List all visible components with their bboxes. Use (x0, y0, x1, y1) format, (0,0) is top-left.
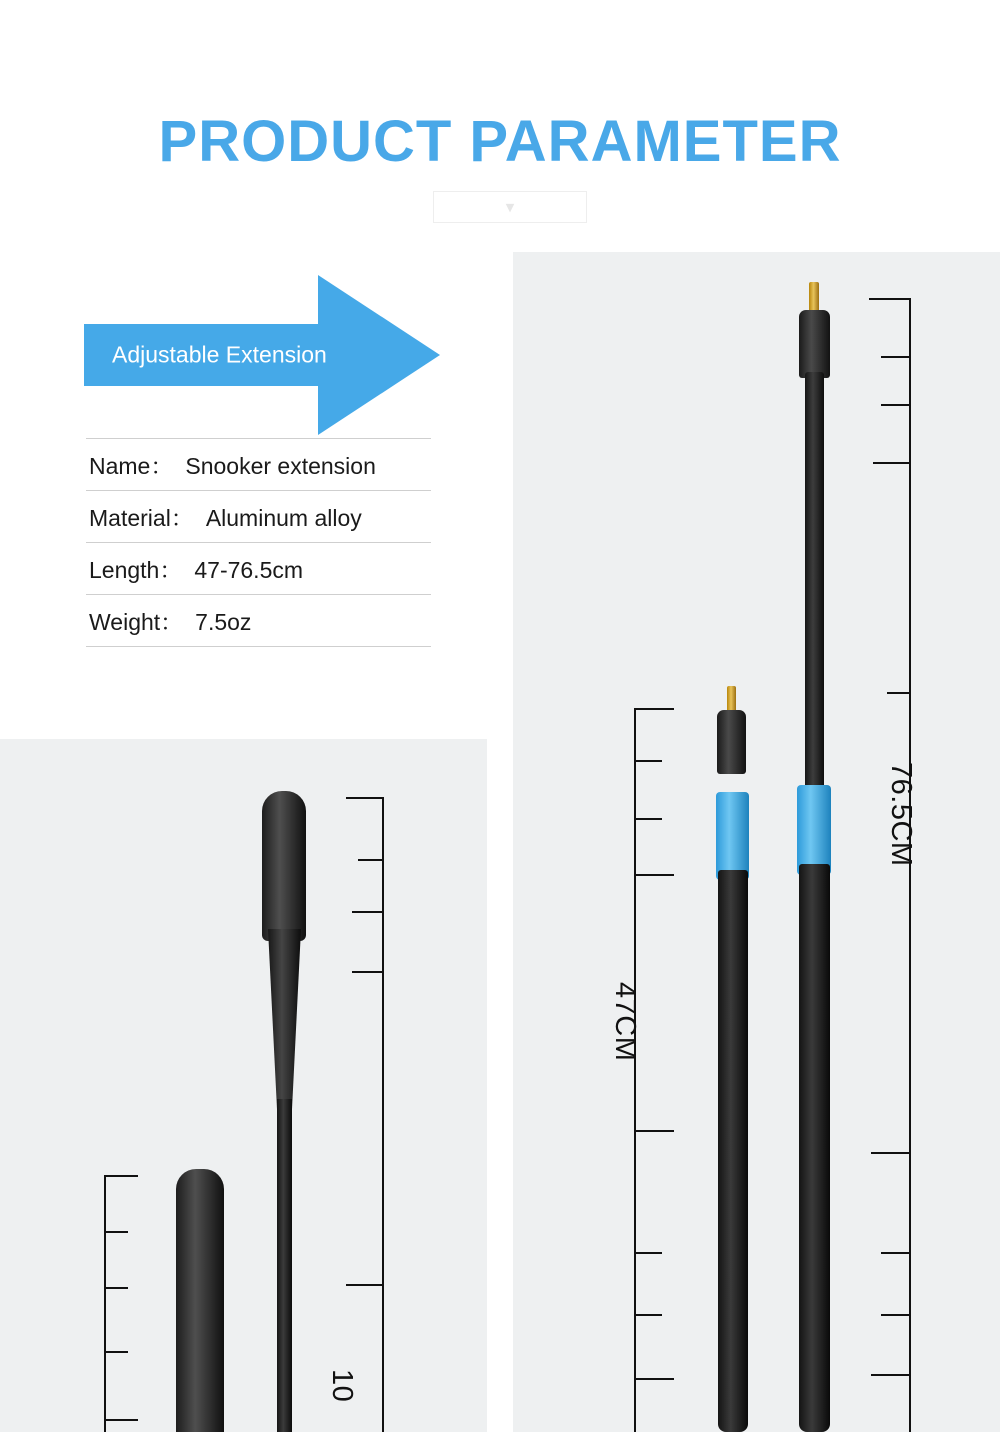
ruler-tick (881, 356, 911, 358)
ruler-tick (871, 1152, 911, 1154)
ruler-spine (382, 797, 384, 1432)
title-divider (433, 191, 587, 223)
ruler-tick (104, 1287, 128, 1289)
product-photo-detail (0, 739, 487, 1432)
ruler-tick (887, 692, 911, 694)
spec-row (86, 595, 431, 647)
ruler-tick (352, 971, 384, 973)
ruler-tick (873, 462, 911, 464)
ruler-tick (634, 1378, 674, 1380)
spec-key: Weight： (89, 609, 184, 635)
spec-row (86, 543, 431, 595)
cue-body (718, 870, 748, 1432)
cue-joint-collar (717, 710, 746, 774)
cue-shaft (277, 1099, 292, 1432)
ruler-tick (871, 1374, 911, 1376)
cue-butt-second (176, 1169, 224, 1432)
dimension-label-retracted: 47CM (609, 982, 641, 1062)
ruler-tick (104, 1419, 138, 1421)
chevron-down-icon: ▾ (505, 197, 515, 217)
ruler-tick (104, 1175, 138, 1177)
cue-blue-grip (716, 792, 749, 880)
spec-value: Snooker extension (185, 453, 376, 479)
spec-value: 7.5oz (195, 609, 252, 635)
spec-value: 47-76.5cm (194, 557, 304, 583)
ruler-tick (634, 1252, 662, 1254)
ruler-tick (869, 298, 911, 300)
cue-taper (268, 929, 301, 1114)
ruler-tick (881, 1314, 911, 1316)
cue-inner-shaft (805, 372, 824, 792)
cue-body (799, 864, 830, 1432)
ruler-tick (881, 404, 911, 406)
ruler-spine (634, 708, 636, 1432)
page-title: PRODUCT PARAMETER (158, 109, 842, 174)
adjustable-extension-banner (84, 324, 362, 386)
dimension-label-extended: 76.5CM (885, 762, 917, 867)
ruler-tick (358, 859, 384, 861)
spec-key: Length： (89, 557, 183, 583)
ruler-tick (346, 797, 384, 799)
ruler-tick (634, 760, 662, 762)
spec-key: Material： (89, 505, 194, 531)
cue-butt (262, 791, 306, 941)
spec-value: Aluminum alloy (205, 505, 362, 531)
cue-joint-collar (799, 310, 830, 378)
ruler-tick (634, 1130, 674, 1132)
ruler-tick (104, 1351, 128, 1353)
banner-label: Adjustable Extension (112, 341, 327, 368)
ruler-tick (634, 818, 662, 820)
ruler-tick (346, 1284, 384, 1286)
spec-list (86, 438, 431, 647)
dimension-label-detail: 10 (326, 1369, 358, 1403)
ruler-spine (104, 1175, 106, 1432)
ruler-tick (104, 1231, 128, 1233)
product-photo-extended (513, 252, 1000, 1432)
ruler-tick (352, 911, 384, 913)
spec-key: Name： (89, 453, 174, 479)
spec-row (86, 491, 431, 543)
ruler-tick (881, 1252, 911, 1254)
ruler-tick (634, 874, 674, 876)
cue-blue-grip (797, 785, 831, 875)
ruler-tick (634, 1314, 662, 1316)
spec-row (86, 438, 431, 491)
ruler-tick (634, 708, 674, 710)
